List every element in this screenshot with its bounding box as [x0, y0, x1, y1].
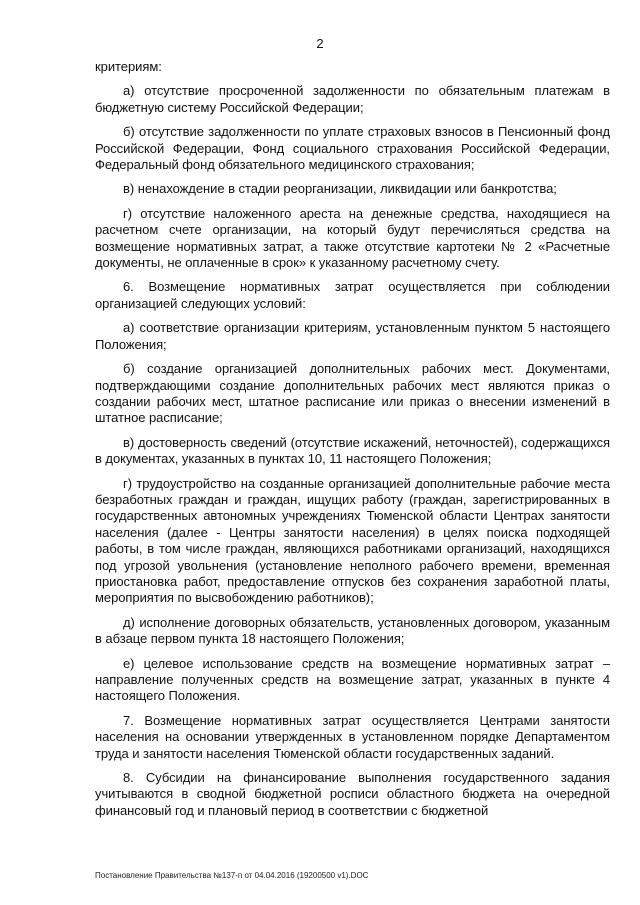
- paragraph-5a: а) отсутствие просроченной задолженности по обязательным платежам в бюджетную систему Российской Федерации;: [95, 83, 610, 115]
- paragraph-6v: в) достоверность сведений (отсутствие искажений, неточностей), содержащихся в документах, указанных в пунктах 10, 11 настоящего Положения;: [95, 434, 610, 467]
- paragraph-5b: б) отсутствие задолженности по уплате страховых взносов в Пенсионный фонд Российской Федерации, Фонд социального страхования Российской Федерации, Федеральный фонд обязательного медицинского страхования;: [95, 124, 610, 173]
- paragraph-8: 8. Субсидии на финансирование выполнения государственного задания учитываются в сводной бюджетной росписи областного бюджета на очередной финансовый год и плановый период в соответствии с бюджетной: [95, 770, 610, 818]
- paragraph-6g: г) трудоустройство на созданные организацией дополнительные рабочие места безработных граждан и граждан, ищущих работу (граждан, зарегистрированных в государственных автономных учреждениях Тюменской области Центрах занятости населения (далее - Центры занятости населения) в целях поиска подходящей работы, в том числе граждан, являющихся работниками организаций, находящихся под угрозой увольнения (установление неполного рабочего времени, временная приостановка работ, предоставление отпусков без сохранения заработной платы, мероприятия по высвобождению работников);: [95, 475, 610, 606]
- paragraph-5g: г) отсутствие наложенного ареста на денежные средства, находящиеся на расчетном счете организации, на который будут перечисляться средства на возмещение нормативных затрат, а также отсутствие картотеки № 2 «Расчетные документы, не оплаченные в срок» к указанному расчетному счету.: [95, 205, 610, 271]
- page-number: 2: [316, 36, 324, 51]
- paragraph-7: 7. Возмещение нормативных затрат осуществляется Центрами занятости населения на основании утвержденных в установленном порядке Департаментом труда и занятости населения Тюменской области государственных заданий.: [95, 712, 610, 761]
- paragraph-5v: в) ненахождение в стадии реорганизации, ликвидации или банкротства;: [123, 181, 557, 197]
- paragraph-6b: б) создание организацией дополнительных рабочих мест. Документами, подтверждающими создание дополнительных рабочих мест являются приказ о создании рабочих мест, штатное расписание или приказ о внесении изменений в штатное расписание;: [95, 361, 610, 426]
- paragraph-criteria-continuation: критериям:: [95, 59, 162, 74]
- paragraph-6d: д) исполнение договорных обязательств, установленных договором, указанным в абзаце первом пункта 18 настоящего Положения;: [95, 614, 610, 647]
- paragraph-6a: а) соответствие организации критериям, установленным пунктом 5 настоящего Положения;: [95, 320, 610, 352]
- paragraph-6: 6. Возмещение нормативных затрат осуществляется при соблюдении организацией следующих условий:: [95, 279, 610, 311]
- document-body: [95, 59, 610, 827]
- paragraph-6e: е) целевое использование средств на возмещение нормативных затрат – направление полученных средств на возмещение затрат, указанных в пункте 4 настоящего Положения.: [95, 655, 610, 704]
- document-footer: Постановление Правительства №137-п от 04.04.2016 (19200500 v1).DOC: [95, 871, 369, 880]
